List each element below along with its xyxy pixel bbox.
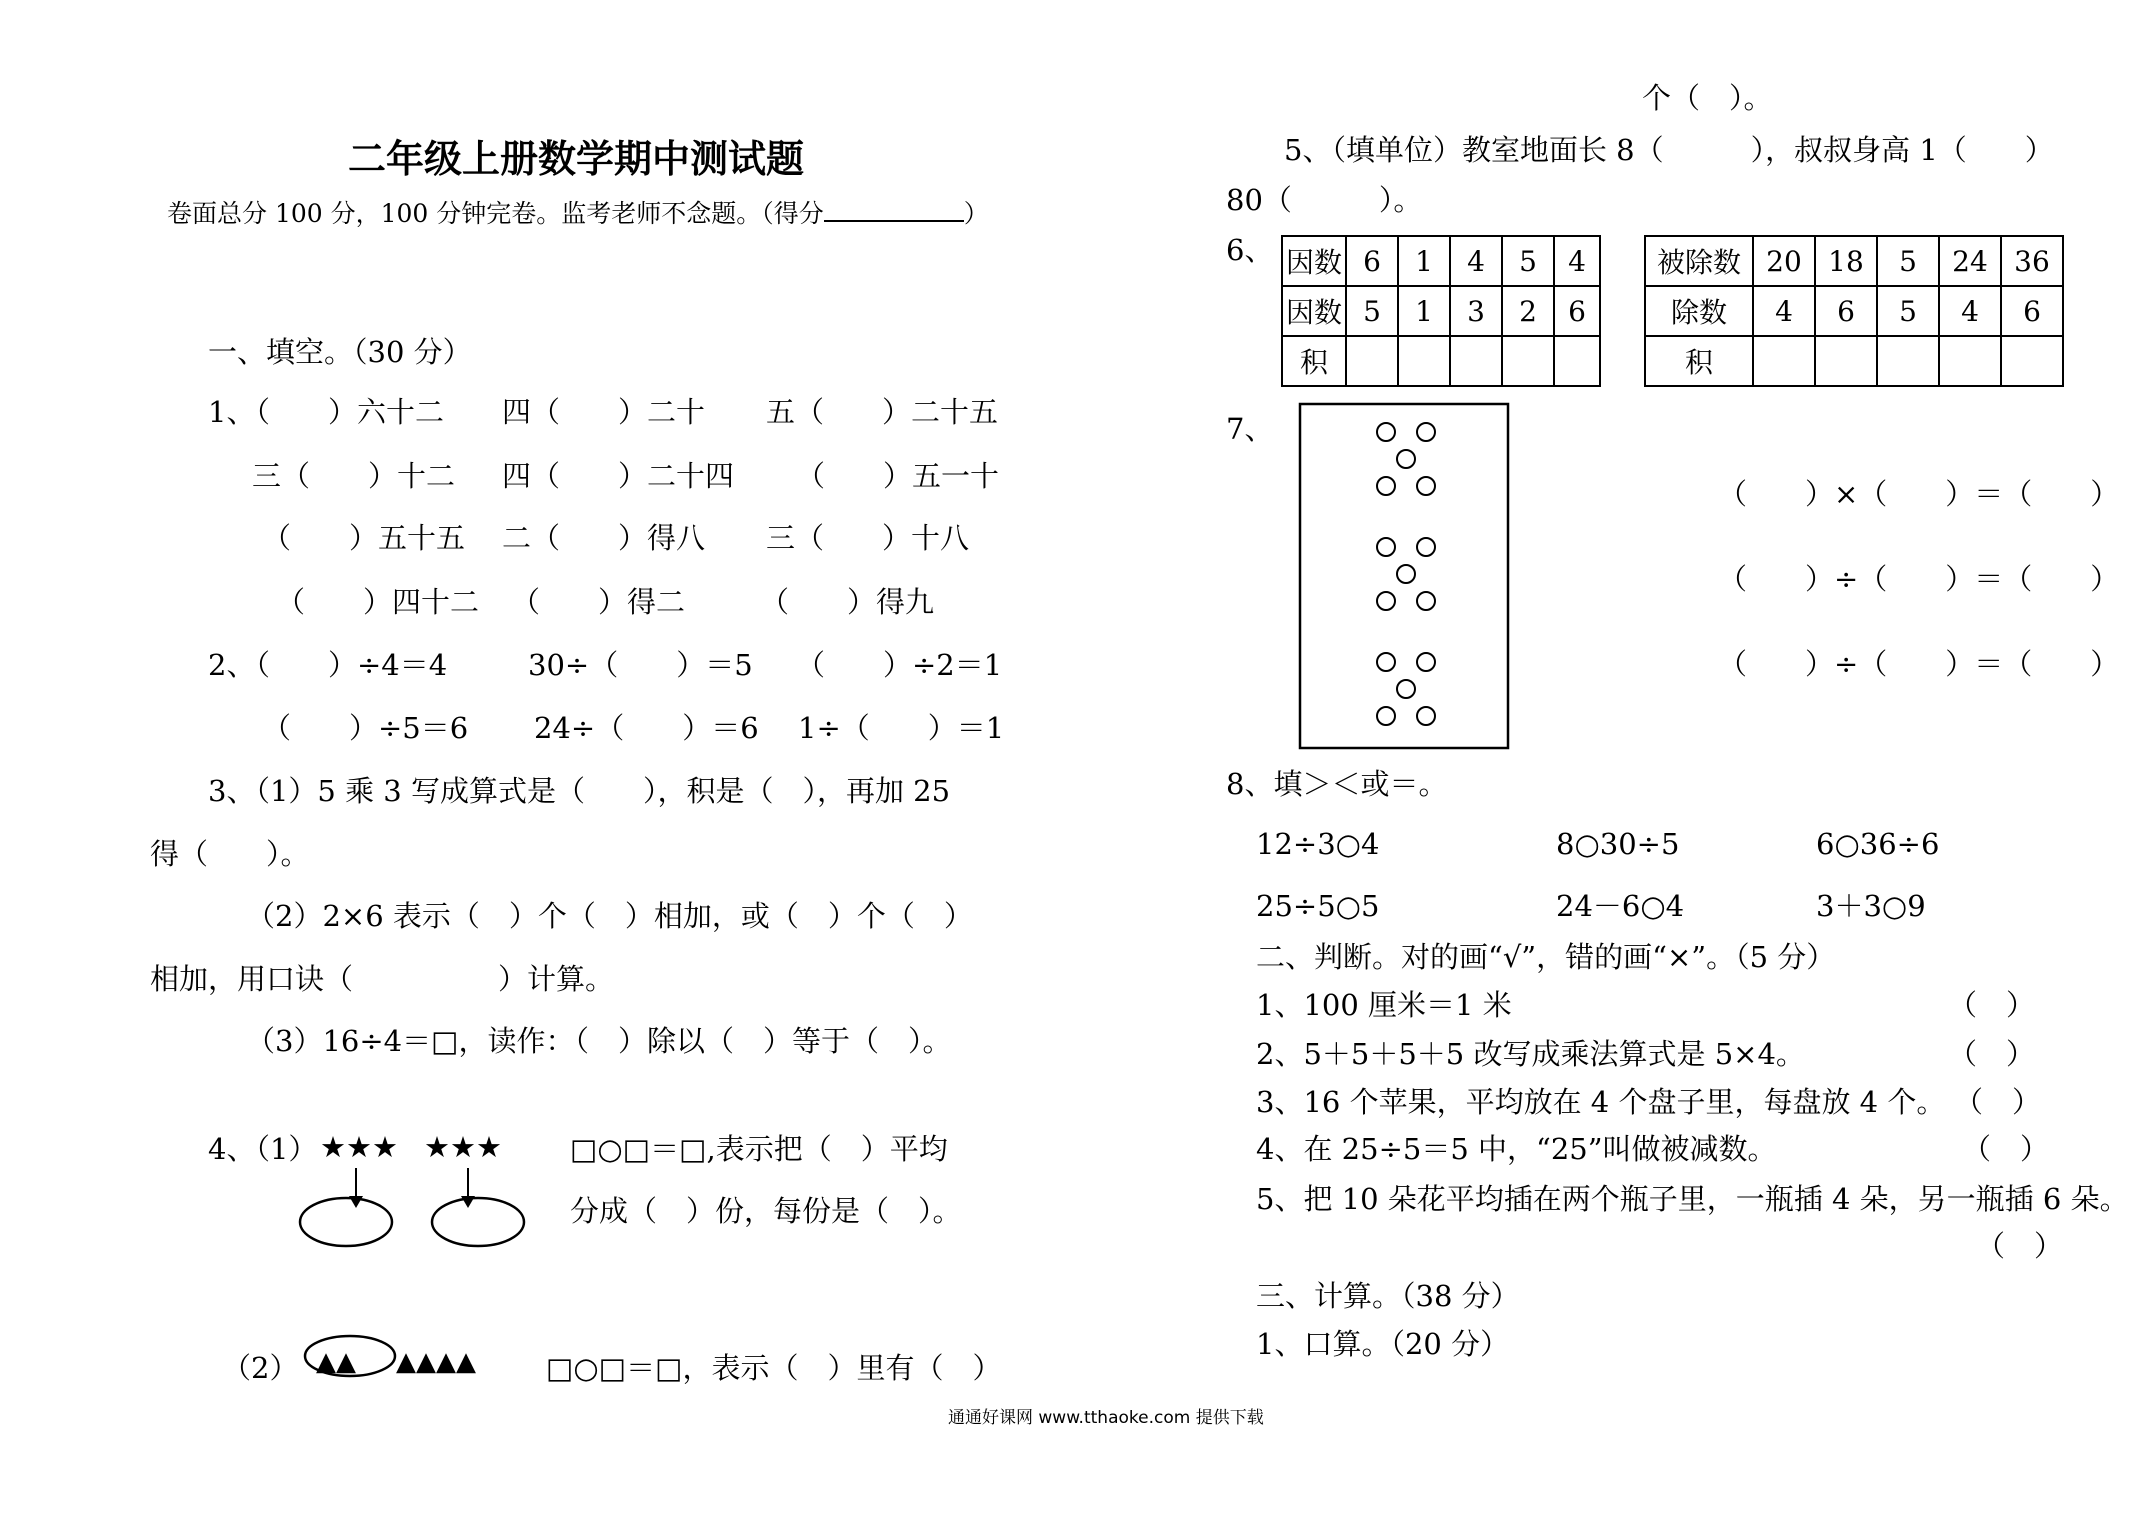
q8-item-1: 12÷3○4	[1256, 827, 1380, 861]
q1-r1-a: 1、（ ）六十二	[208, 395, 444, 429]
table-cell: 1	[1398, 286, 1450, 336]
table-cell: 除数	[1645, 286, 1753, 336]
table-cell: 1	[1398, 236, 1450, 286]
answer-cell[interactable]	[1815, 336, 1877, 386]
q5-line1: 5、（填单位）教室地面长 8（ ），叔叔身高 1（ ）	[1284, 133, 2054, 167]
q2-r2-b: 24÷（ ）＝6	[534, 711, 759, 745]
q1-r4-b: （ ）得二	[511, 585, 686, 619]
q2-r1-c: （ ）÷2＝1	[796, 648, 1003, 682]
section3-heading: 三、计算。（38 分）	[1256, 1279, 1520, 1313]
footer-credit: 通通好课网 www.tthaoke.com 提供下载	[948, 1408, 1264, 1428]
q8-heading: 8、填＞＜或＝。	[1226, 767, 1448, 801]
judge-2: 2、5＋5＋5＋5 改写成乘法算式是 5×4。	[1256, 1037, 1805, 1071]
ellipse-a	[300, 1198, 392, 1246]
table-cell: 4	[1939, 286, 2001, 336]
q2-r1-b: 30÷（ ）＝5	[528, 648, 753, 682]
table-cell: 20	[1753, 236, 1815, 286]
q3-line1: 3、（1）5 乘 3 写成算式是（ ），积是（ ），再加 25	[208, 774, 951, 808]
table-row	[1645, 336, 2063, 386]
prev-page-continuation: 个（ ）。	[1642, 81, 1773, 115]
q1-r4-a: （ ）四十二	[276, 585, 480, 619]
q6-multiplication-table	[1281, 235, 1601, 387]
judge-4-paren[interactable]: （ ）	[1962, 1132, 2050, 1166]
table-row	[1645, 286, 2063, 336]
table-cell: 5	[1877, 286, 1939, 336]
judge-4: 4、在 25÷5＝5 中，“25”叫做被减数。	[1256, 1132, 1777, 1166]
q8-item-3: 6○36÷6	[1816, 827, 1940, 861]
q8-item-4: 25÷5○5	[1256, 889, 1380, 923]
judge-5: 5、把 10 朵花平均插在两个瓶子里，一瓶插 4 朵，另一瓶插 6 朵。	[1256, 1182, 2129, 1216]
triangles-outside: ▲▲▲▲	[396, 1347, 476, 1377]
judge-5-paren[interactable]: （ ）	[1976, 1229, 2064, 1263]
table-cell: 5	[1502, 236, 1554, 286]
table-cell: 2	[1502, 286, 1554, 336]
judge-3-paren[interactable]: （ ）	[1954, 1085, 2042, 1119]
section2-heading: 二、判断。对的画“√”，错的画“×”。（5 分）	[1256, 940, 1836, 974]
q4-p2-label: （2）	[222, 1351, 299, 1385]
table-cell: 6	[2001, 286, 2063, 336]
circles-box	[1298, 402, 1510, 750]
judge-1-paren[interactable]: （ ）	[1948, 988, 2036, 1022]
table-cell: 因数	[1282, 236, 1346, 286]
circle-group-3	[1377, 653, 1435, 725]
answer-cell[interactable]	[1939, 336, 2001, 386]
table-cell: 6	[1554, 286, 1600, 336]
table-row	[1282, 236, 1600, 286]
subtitle-text: 卷面总分 100 分，100 分钟完卷。监考老师不念题。（得分	[167, 199, 824, 228]
q5-line2: 80（ ）。	[1226, 183, 1423, 217]
table-cell: 5	[1877, 236, 1939, 286]
grouping-diagram	[290, 1160, 540, 1260]
table-cell: 6	[1815, 286, 1877, 336]
table-cell: 18	[1815, 236, 1877, 286]
table-row	[1282, 336, 1600, 386]
answer-cell[interactable]	[1502, 336, 1554, 386]
star-group-b: ★★★	[424, 1130, 502, 1164]
q3-line4: 相加，用口诀（ ）计算。	[150, 962, 615, 996]
q1-r2-c: （ ）五一十	[796, 459, 1000, 493]
q1-r2-a: 三（ ）十二	[252, 459, 456, 493]
q8-item-5: 24－6○4	[1556, 889, 1685, 923]
q7-label: 7、	[1226, 412, 1274, 446]
section3-q1: 1、口算。（20 分）	[1256, 1327, 1510, 1361]
q7-equation-2: （ ）÷（ ）＝（ ）	[1718, 562, 2120, 596]
judge-2-paren[interactable]: （ ）	[1948, 1037, 2036, 1071]
table-cell: 4	[1450, 236, 1502, 286]
page-title: 二年级上册数学期中测试题	[348, 137, 805, 181]
answer-cell[interactable]	[1753, 336, 1815, 386]
q4-p1-line2: 分成（ ）份，每份是（ ）。	[570, 1194, 962, 1228]
q3-line2: 得（ ）。	[150, 837, 310, 871]
table-cell: 5	[1346, 286, 1398, 336]
table-cell: 6	[1346, 236, 1398, 286]
q6-label: 6、	[1226, 233, 1274, 267]
circle-group-2	[1377, 538, 1435, 610]
subtitle	[167, 196, 989, 226]
q4-label: 4、（1）	[208, 1132, 318, 1166]
judge-3: 3、16 个苹果，平均放在 4 个盘子里，每盘放 4 个。	[1256, 1085, 1946, 1119]
q3-line5: （3）16÷4＝□，读作：（ ）除以（ ）等于（ ）。	[246, 1024, 952, 1058]
table-cell: 36	[2001, 236, 2063, 286]
q8-item-2: 8○30÷5	[1556, 827, 1680, 861]
answer-cell[interactable]	[1554, 336, 1600, 386]
q3-line3: （2）2×6 表示（ ）个（ ）相加，或（ ）个（ ）	[246, 899, 973, 933]
q7-equation-3: （ ）÷（ ）＝（ ）	[1718, 647, 2120, 681]
table-cell: 4	[1753, 286, 1815, 336]
answer-cell[interactable]	[1346, 336, 1398, 386]
star-group-a: ★★★	[320, 1130, 398, 1164]
q4-p1-line1: □○□＝□,表示把（ ）平均	[570, 1132, 948, 1166]
answer-cell[interactable]	[2001, 336, 2063, 386]
judge-1: 1、100 厘米＝1 米	[1256, 988, 1512, 1022]
table-row	[1645, 236, 2063, 286]
q1-r4-c: （ ）得九	[760, 585, 935, 619]
q2-r2-a: （ ）÷5＝6	[262, 711, 469, 745]
score-blank[interactable]	[824, 196, 964, 222]
table-cell: 被除数	[1645, 236, 1753, 286]
q4-p2-text: □○□＝□，表示（ ）里有（ ）	[546, 1351, 1002, 1385]
answer-cell[interactable]	[1450, 336, 1502, 386]
q1-r1-b: 四（ ）二十	[502, 395, 706, 429]
q1-r3-c: 三（ ）十八	[766, 521, 970, 555]
subtitle-close: ）	[963, 199, 989, 228]
triangles-inside: ▲▲	[316, 1347, 356, 1377]
q8-item-6: 3＋3○9	[1816, 889, 1926, 923]
table-row	[1282, 286, 1600, 336]
q1-r3-a: （ ）五十五	[262, 521, 466, 555]
q7-equation-1: （ ）×（ ）＝（ ）	[1718, 477, 2120, 511]
table-cell: 3	[1450, 286, 1502, 336]
table-cell: 积	[1282, 336, 1346, 386]
table-cell: 4	[1554, 236, 1600, 286]
circle-group-1	[1377, 423, 1435, 495]
table-cell: 因数	[1282, 286, 1346, 336]
q2-r1-a: 2、（ ）÷4＝4	[208, 648, 448, 682]
q6-division-table	[1644, 235, 2064, 387]
answer-cell[interactable]	[1877, 336, 1939, 386]
table-cell: 积	[1645, 336, 1753, 386]
q2-r2-c: 1÷（ ）＝1	[798, 711, 1005, 745]
table-cell: 24	[1939, 236, 2001, 286]
q1-r2-b: 四（ ）二十四	[502, 459, 735, 493]
q1-r1-c: 五（ ）二十五	[766, 395, 999, 429]
section1-heading: 一、填空。（30 分）	[208, 335, 472, 369]
q1-r3-b: 二（ ）得八	[502, 521, 706, 555]
answer-cell[interactable]	[1398, 336, 1450, 386]
ellipse-b	[432, 1198, 524, 1246]
